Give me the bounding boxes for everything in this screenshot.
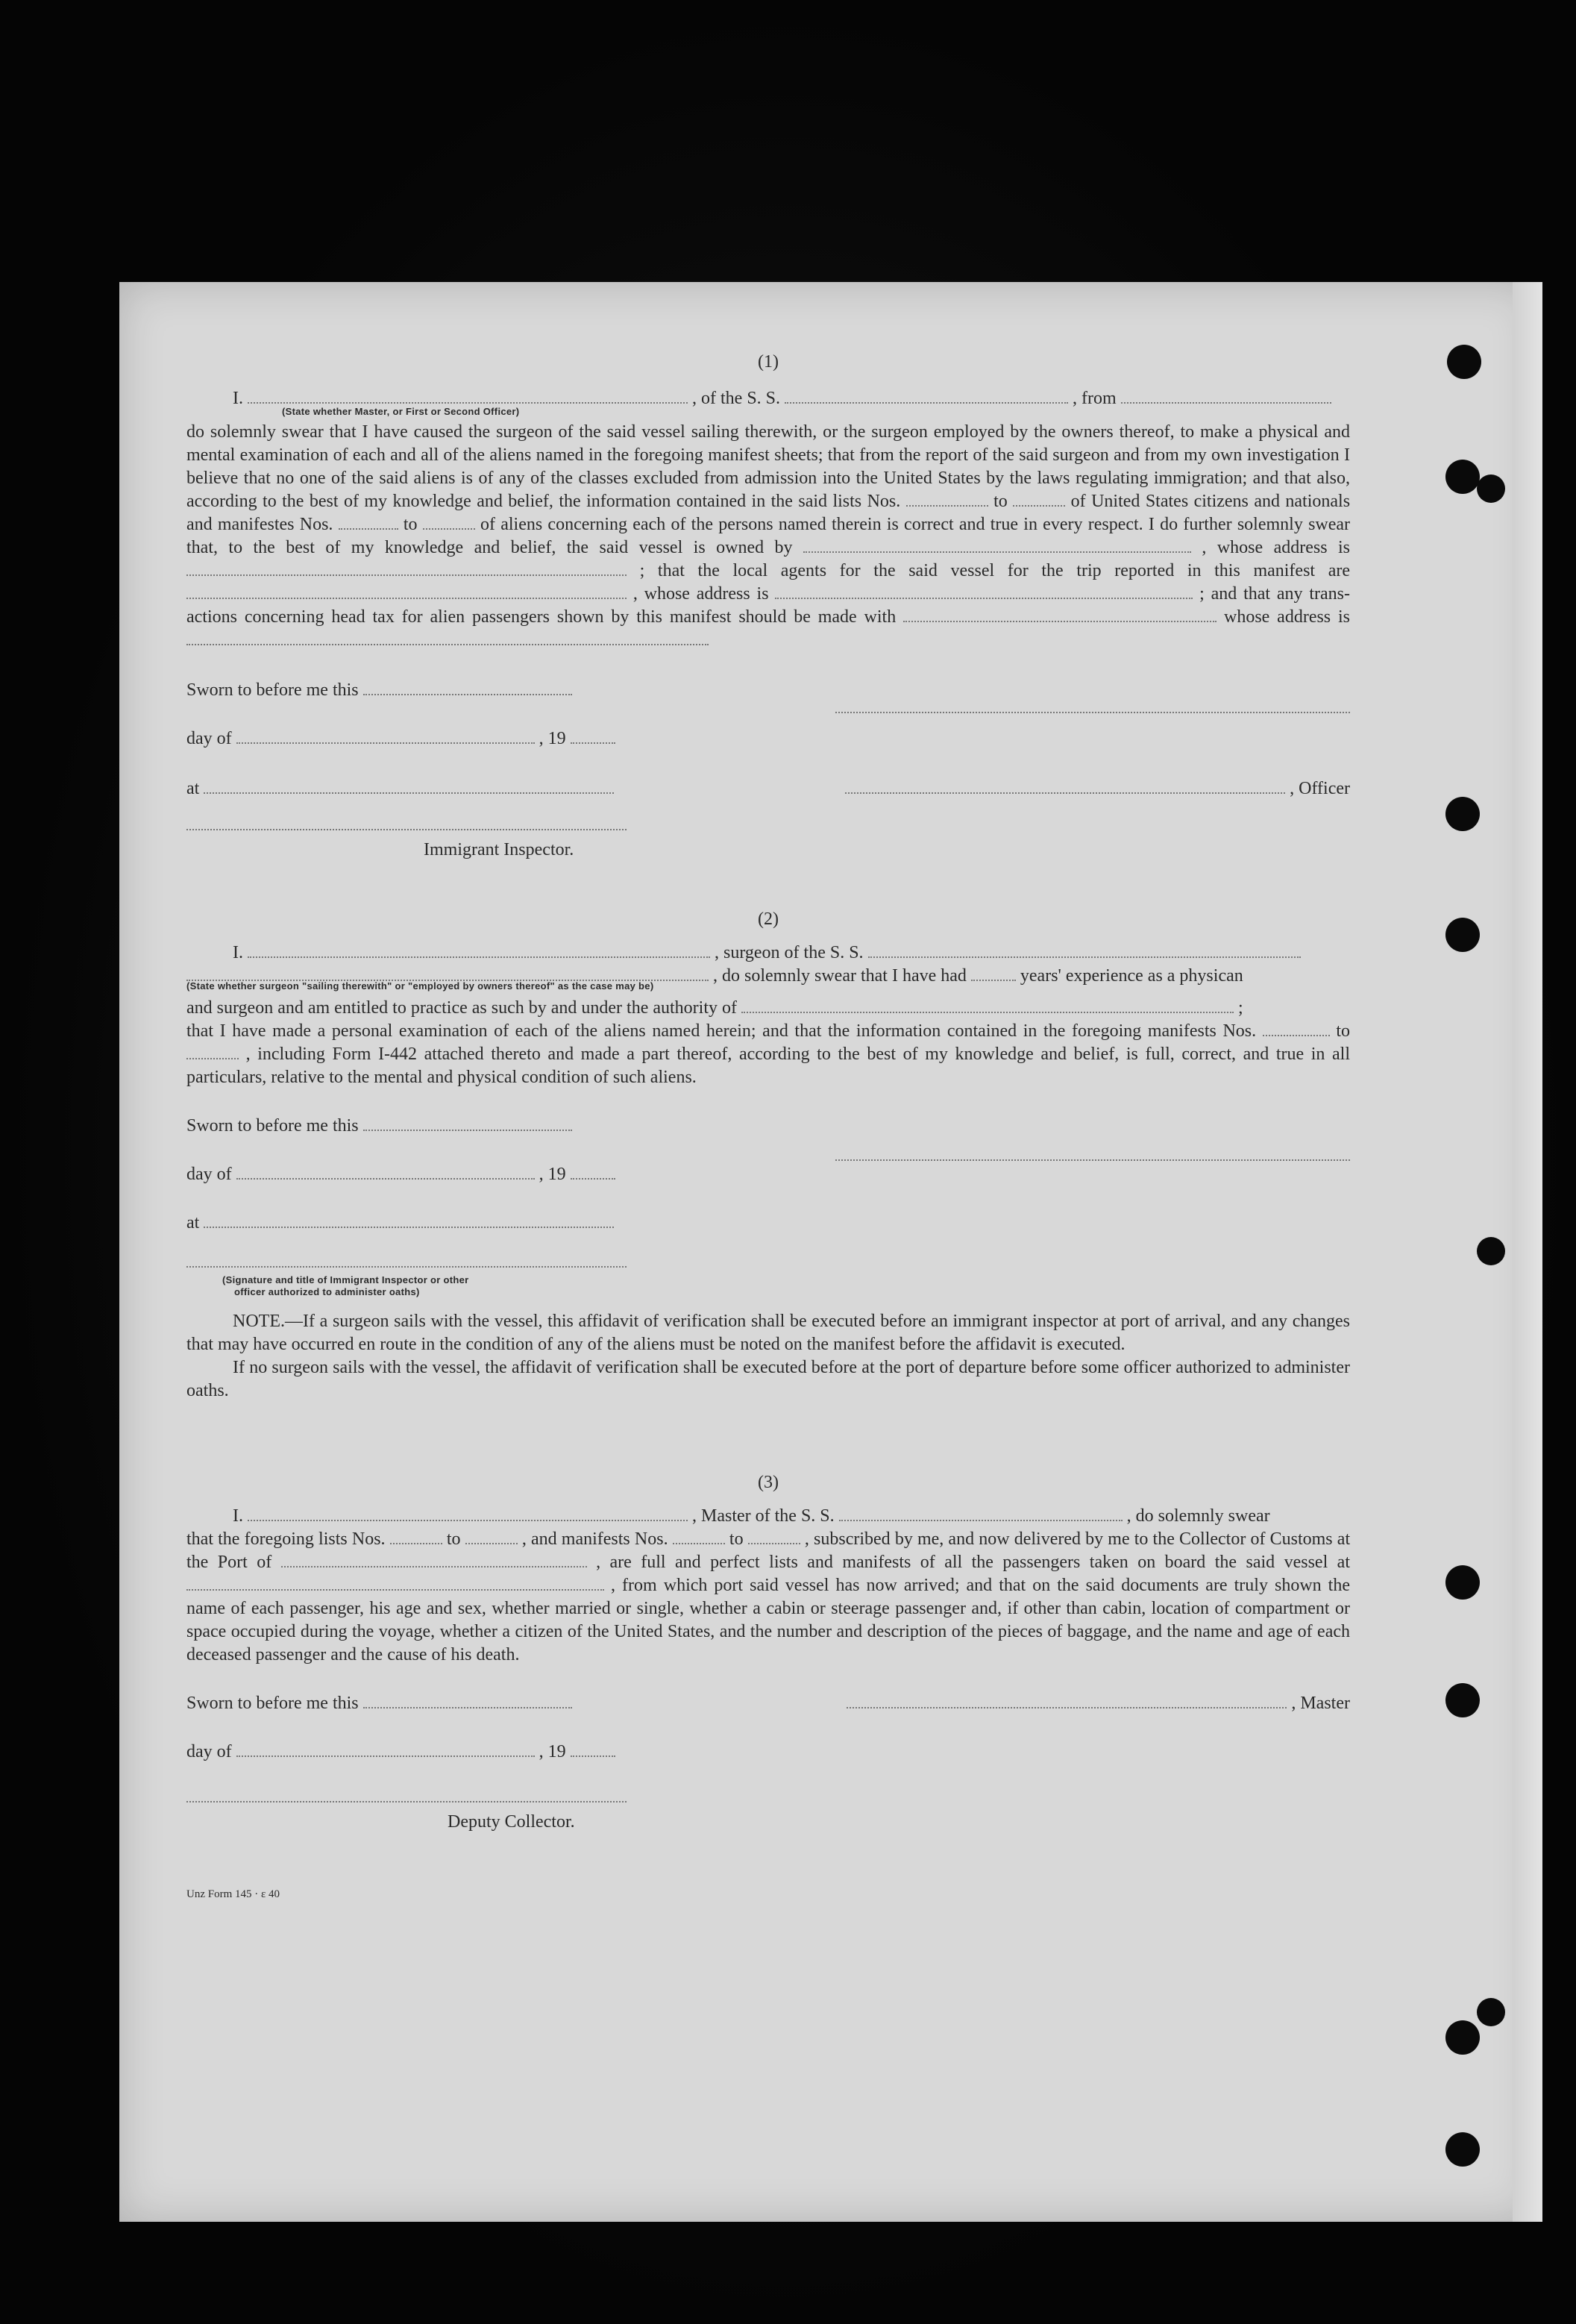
month-field[interactable] (236, 1163, 535, 1180)
from-label: , from (1073, 389, 1117, 408)
years-field[interactable] (971, 965, 1016, 981)
section-number: (3) (758, 1473, 779, 1492)
binder-hole (1445, 1565, 1480, 1600)
day-of-label: day of (186, 729, 232, 748)
to-label: to (1336, 1021, 1351, 1041)
prefix-i: I. (233, 1506, 243, 1526)
at-label: at (186, 779, 200, 798)
master-name-field[interactable] (248, 1505, 688, 1521)
manifest-to-field[interactable] (186, 1043, 239, 1059)
binder-hole (1445, 797, 1480, 831)
from-port-field[interactable] (1121, 387, 1331, 404)
sworn-date-field[interactable] (363, 679, 572, 695)
head-tax-text: actions concerning head tax for alien passengers shown by this manifest should be made with (186, 607, 897, 627)
surgeon-type-field[interactable] (186, 965, 709, 981)
officer-name-field[interactable] (248, 387, 688, 404)
manifest-to-field[interactable] (748, 1528, 800, 1544)
sworn-label: Sworn to before me this (186, 1694, 359, 1713)
surgeon-paragraph (186, 1020, 1350, 1089)
binder-hole (1477, 1998, 1505, 2026)
sworn-block-2 (186, 1115, 1350, 1298)
at-group (186, 777, 614, 801)
form-content (186, 351, 1350, 1906)
prefix-i: I. (233, 389, 243, 408)
year-prefix: , 19 (539, 1165, 566, 1184)
owner-address-field[interactable] (186, 560, 627, 576)
at-row (186, 777, 1350, 801)
manifests-text: , and manifests Nos. (521, 1529, 668, 1549)
day-of-label: day of (186, 1165, 232, 1184)
day-of-group (186, 727, 615, 751)
paper-edge (1513, 282, 1542, 2222)
swear-text: , do solemnly swear that I have had (713, 966, 967, 986)
vessel-name-field[interactable] (839, 1505, 1123, 1521)
year-field[interactable] (571, 727, 615, 744)
year-field[interactable] (571, 1163, 615, 1180)
owner-field[interactable] (803, 536, 1191, 553)
year-field[interactable] (571, 1741, 615, 1757)
surgeon-text: , including Form I-442 attached thereto and made a part thereof, according to the best of my knowledge and belief, is full, correct, and true in all particulars, relative to the mental and physical condition of such aliens. (186, 1044, 1351, 1087)
form-number: Unz Form 145 · ε 40 (186, 1888, 280, 1900)
surgeon-signature-line (835, 1144, 1350, 1168)
head-tax-party-field[interactable] (903, 606, 1216, 622)
sworn-row (186, 1115, 1350, 1138)
officer-label: , Officer (1290, 779, 1350, 798)
inspector-signature-field[interactable] (186, 814, 627, 830)
binder-hole (1445, 2132, 1480, 2167)
master-signature-field[interactable] (847, 1692, 1287, 1708)
departure-port-field[interactable] (186, 1574, 604, 1591)
deputy-signature-field[interactable] (186, 1786, 627, 1802)
years-text: years' experience as a physican (1020, 966, 1243, 986)
manifest-to-field[interactable] (423, 513, 475, 530)
address-label: , whose address is (632, 584, 769, 604)
list-from-field[interactable] (906, 490, 988, 507)
manifest-from-field[interactable] (1263, 1020, 1330, 1036)
authority-text: and surgeon and am entitled to practice as such by and under the authority of (186, 998, 737, 1018)
sworn-group (186, 1692, 572, 1715)
list-to-field[interactable] (465, 1528, 518, 1544)
surgeon-hint: (State whether surgeon "sailing therewith" or "employed by owners thereof" as the case may be) (186, 980, 654, 992)
note-paragraph: If no surgeon sails with the vessel, the affidavit of verification shall be executed before at the port of departure before some officer authorized to administer oaths. (186, 1358, 1350, 1400)
place-field[interactable] (204, 777, 614, 794)
to-label: to (403, 515, 418, 534)
sworn-label: Sworn to before me this (186, 1116, 359, 1136)
signature-line-top (835, 697, 1350, 720)
vessel-name-field[interactable] (868, 942, 1301, 958)
full-lists-text: , are full and perfect lists and manifests of all the passengers (596, 1553, 1081, 1572)
year-prefix: , 19 (539, 1742, 566, 1761)
inspector-label: Immigrant Inspector. (424, 840, 574, 859)
binder-hole (1445, 1683, 1480, 1717)
surgeon-of-label: , surgeon of the S. S. (715, 943, 864, 962)
binder-hole (1445, 460, 1480, 494)
to-label: to (729, 1529, 744, 1549)
inspector-line (186, 814, 1350, 837)
list-to-field[interactable] (1013, 490, 1065, 507)
field-hint: (State whether Master, or First or Second Officer) (282, 406, 520, 417)
swear-text: , do solemnly swear (1126, 1506, 1270, 1526)
officer-signature-field[interactable] (845, 777, 1285, 794)
prefix-i: I. (233, 943, 243, 962)
collector-text: Collector of Customs at the Port of (186, 1529, 1351, 1572)
trans-text: ; and that any trans- (1199, 584, 1351, 604)
citizens-text: of United States citizens and nationals and manifestes Nos. (186, 492, 1351, 534)
master-text: that on the said documents are truly shown the name of each passenger, his age and sex, whether married or single, whether a cabin or steerage passenger and, if other than cabin, location of compartment or space occupied during the voyage, whether a citizen of the United States, and the number and description of the pieces of baggage, and the name and age of each deceased passenger and the cause of his death. (186, 1576, 1350, 1664)
place-field[interactable] (204, 1212, 614, 1228)
day-of-label: day of (186, 1742, 232, 1761)
oath-text: do solemnly swear that I have caused the surgeon of the said vessel sailing therewith, or the surgeon employed by the owners thereof, to make a physical and mental examination of each and all of the aliens named in the foregoing manifest sheets; that from the report of the said surgeon and from my own investigation I believe that no one of the said aliens is of any of the classes excluded from admission into the United States by the laws regulating immigration; and that also, according to the best of my knowledge and belief, the information contained in the said lists Nos. (186, 422, 1350, 511)
address-label: , whose address is (1202, 538, 1351, 557)
master-signature-group (847, 1692, 1350, 1715)
day-row (186, 727, 1350, 751)
signature-hint: officer authorized to administer oaths) (234, 1286, 420, 1297)
surgeon-line (186, 942, 1350, 965)
head-tax-address-field[interactable] (186, 629, 709, 645)
sworn-date-field[interactable] (363, 1115, 572, 1131)
binder-hole (1445, 918, 1480, 952)
address-label: whose address is (1223, 607, 1351, 627)
sworn-block-3 (186, 1692, 1350, 1834)
year-prefix: , 19 (539, 729, 566, 748)
note-paragraph: NOTE.—If a surgeon sails with the vessel, this affidavit of verification shall be executed before an immigrant inspector at port of arrival, and any changes that may have occurred en route in the condition of any of the aliens must be noted on the manifest before the affidavit is executed. (186, 1312, 1350, 1354)
to-label: to (993, 492, 1008, 511)
vessel-name-field[interactable] (785, 387, 1068, 404)
sworn-block-1 (186, 679, 1350, 862)
inspector-line (186, 1251, 1350, 1274)
at-row (186, 1212, 1350, 1235)
to-label: to (446, 1529, 461, 1549)
manifest-from-field[interactable] (339, 513, 398, 530)
sworn-row (186, 1692, 1350, 1715)
agents-address-field[interactable] (775, 583, 1193, 599)
sworn-date-field[interactable] (363, 1692, 572, 1708)
surgeon-name-field[interactable] (248, 942, 710, 958)
agents-field[interactable] (186, 583, 627, 599)
section-number: (1) (758, 352, 779, 372)
port-field[interactable] (281, 1551, 587, 1567)
sworn-label: Sworn to before me this (186, 680, 359, 700)
surgeon-signature-field[interactable] (835, 1144, 1350, 1161)
officer-group (845, 777, 1350, 801)
manifest-from-field[interactable] (673, 1528, 725, 1544)
agents-text: ; that the local agents for the said vessel for the trip reported in this manifest are (639, 561, 1350, 580)
binder-hole (1477, 1237, 1505, 1265)
authority-field[interactable] (741, 997, 1234, 1013)
binder-hole (1447, 345, 1481, 379)
inspector-signature-field[interactable] (186, 1251, 627, 1268)
signature-field[interactable] (835, 697, 1350, 713)
taken-on-text: taken on board the said vessel at (1089, 1553, 1350, 1572)
master-paragraph (186, 1528, 1350, 1667)
lists-text: that the foregoing lists Nos. (186, 1529, 386, 1549)
binder-hole (1445, 2020, 1480, 2055)
month-field[interactable] (236, 1741, 535, 1757)
oath-paragraph-1 (186, 421, 1350, 652)
list-from-field[interactable] (390, 1528, 442, 1544)
section-number: (2) (758, 909, 779, 929)
subscribed-text: , subscribed by me, and now delivered by me to the (804, 1529, 1175, 1549)
month-field[interactable] (236, 727, 535, 744)
at-label: at (186, 1213, 200, 1233)
deputy-label: Deputy Collector. (448, 1812, 575, 1832)
oath-text: of aliens concerning each of the persons named therein is correct and true in every respect. I do further solemnly swear that, to the best of my knowledge and belief, the said vessel is owned by (186, 515, 1351, 557)
signature-hint: (Signature and title of Immigrant Inspector or other (222, 1274, 469, 1285)
master-line (186, 1505, 1350, 1528)
surgeon-text: that I have made a personal examination of each of the aliens named herein; and that the information contained in the foregoing manifests Nos. (186, 1021, 1257, 1041)
master-label: , Master (1291, 1694, 1350, 1713)
binder-hole (1477, 474, 1505, 503)
master-of-label: , Master of the S. S. (692, 1506, 835, 1526)
from-port-text: , from which port said vessel has now arrived; and (611, 1576, 993, 1595)
of-ss-label: , of the S. S. (692, 389, 781, 408)
authority-line: and surgeon and am entitled to practice as such by and under the authority of ; (186, 998, 1243, 1018)
day-row (186, 1741, 1350, 1764)
deputy-line (186, 1786, 1350, 1809)
